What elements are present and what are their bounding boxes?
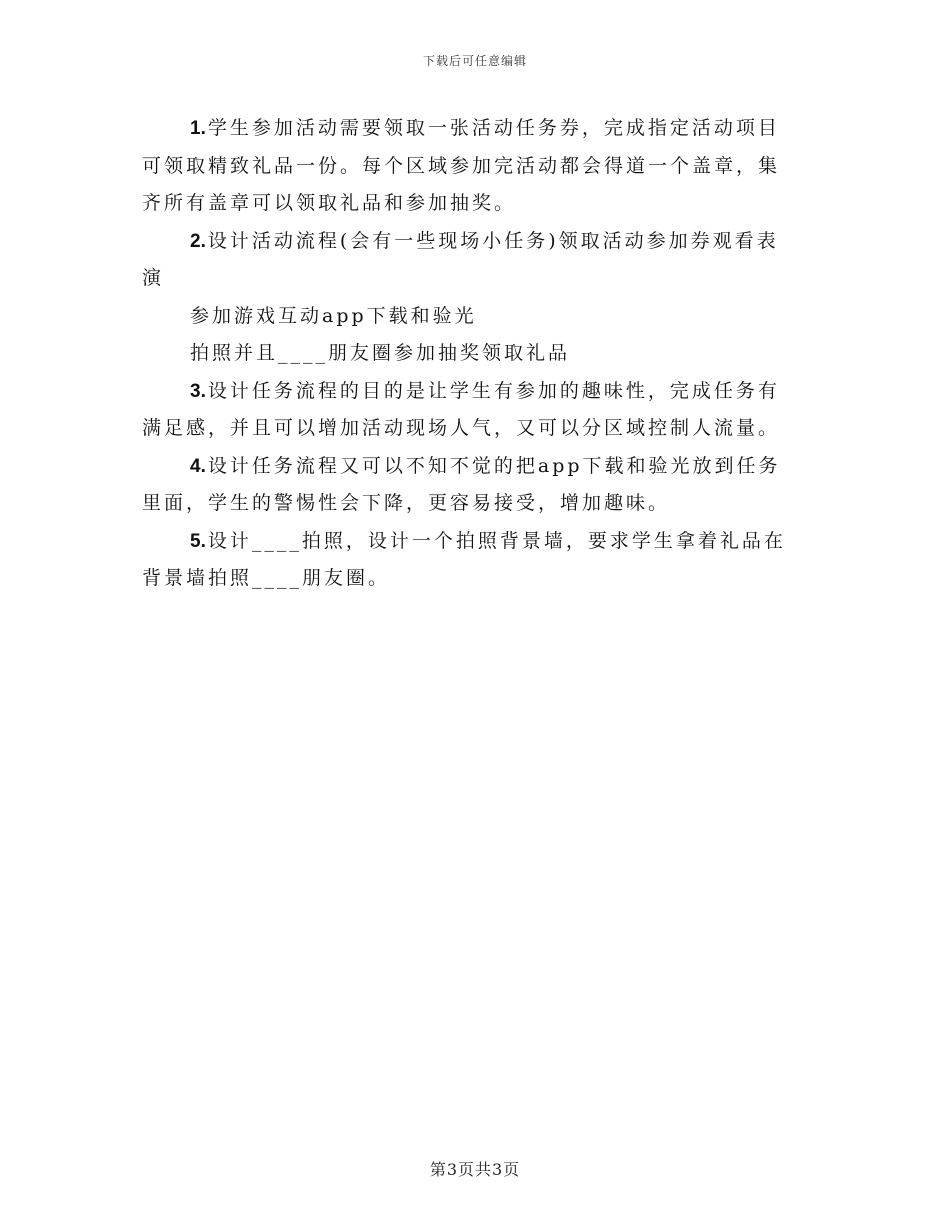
paragraph-number: 4. [190, 455, 206, 477]
paragraph-text: 设计活动流程(会有一些现场小任务)领取活动参加券观看表演 [142, 229, 779, 289]
page-footer: 第3页共3页 [429, 1160, 521, 1179]
paragraph-5 [142, 523, 797, 598]
paragraph-text: 设计任务流程的目的是让学生有参加的趣味性，完成任务有满足感，并且可以增加活动现场人气，又可以分区域控制人流量。 [142, 379, 781, 439]
flow-line-2: 拍照并且____朋友圈参加抽奖领取礼品 [190, 342, 571, 364]
paragraph-3 [142, 373, 797, 448]
paragraph-1 [142, 110, 797, 223]
paragraph-text: 设计任务流程又可以不知不觉的把app下载和验光放到任务里面，学生的警惕性会下降，更容易接受，增加趣味。 [142, 454, 781, 514]
paragraph-2 [142, 223, 797, 298]
paragraph-text: 学生参加活动需要领取一张活动任务券，完成指定活动项目可领取精致礼品一份。每个区域参加完活动都会得道一个盖章，集齐所有盖章可以领取礼品和参加抽奖。 [142, 117, 781, 214]
paragraph-number: 1. [190, 118, 206, 139]
document-body [142, 110, 797, 598]
flow-line-1: 参加游戏互动app下载和验光 [190, 304, 477, 327]
paragraph-number: 2. [190, 230, 206, 252]
paragraph-number: 5. [190, 530, 206, 552]
paragraph-4 [142, 448, 797, 523]
page-header: 下载后可任意编辑 [422, 54, 527, 68]
paragraph-number: 3. [190, 380, 206, 402]
paragraph-text: 设计____拍照，设计一个拍照背景墙，要求学生拿着礼品在背景墙拍照____朋友圈。 [142, 529, 786, 589]
